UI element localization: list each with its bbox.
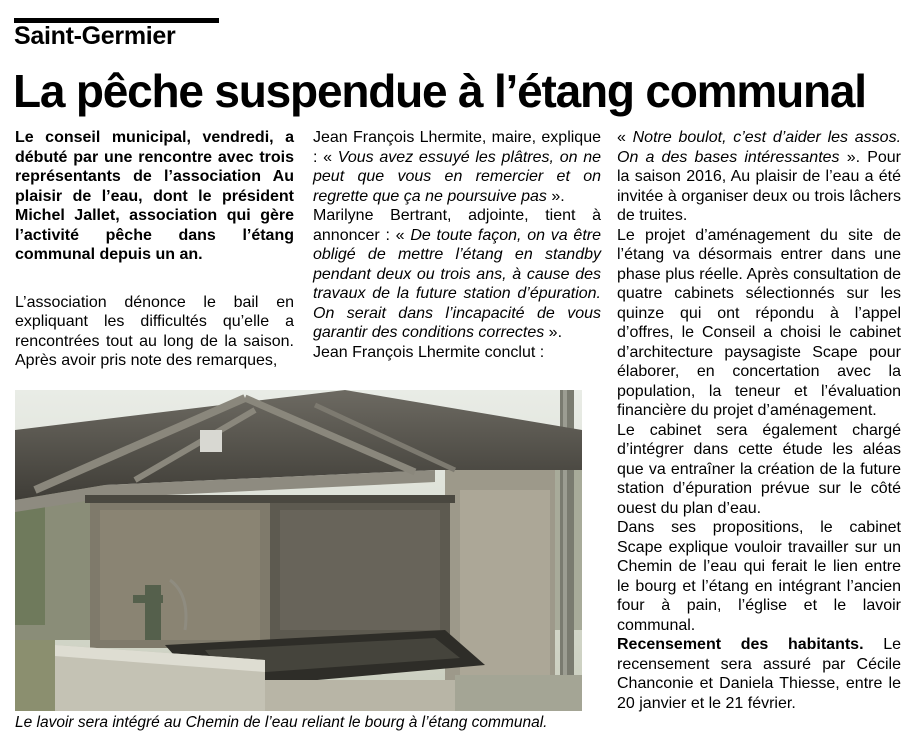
lavoir-photo [15, 390, 582, 711]
article-paragraph: Marilyne Bertrant, adjointe, tient à annoncer : « De toute façon, on va être obligé de mettre l’étang en standby pendant deux ou trois ans, à cause des travaux de la future station d’épuration. On serait dans l’incapacité de vous garantir des conditions correctes ». [313, 207, 601, 341]
article-column-2 [313, 128, 601, 362]
article-paragraph: « Notre boulot, c’est d’aider les assos. On a des bases intéressantes ». Pour la saison 2016, Au plaisir de l’eau a été invitée à organiser deux ou trois lâchers de truites. [617, 129, 902, 224]
article-column-1 [15, 128, 294, 371]
article-lead: Le conseil municipal, vendredi, a débuté par une rencontre avec trois représentants de l’association Au plaisir de l’eau, dont le président Michel Jallet, association qui gère l’activité pêche dans l’étang communal depuis un an. [15, 129, 294, 263]
article-paragraph: Le projet d’aménagement du site de l’étang va désormais entrer dans une phase plus réelle. Après consultation de quatre cabinets sélectionnés sur les quinze qui ont répondu à l’appel d’offres, le Conseil a choisi le cabinet d’architecture paysagiste Scape pour élaborer, en concertation avec la population, la teneur et l’évaluation financière du projet d’aménagement. [617, 226, 901, 419]
section-kicker: Saint-Germier [14, 18, 219, 51]
article-paragraph: Jean François Lhermite conclut : [313, 343, 545, 361]
article-paragraph: Jean François Lhermite, maire, explique : « Vous avez essuyé les plâtres, on ne peut que vous en remercier et on regrette que ça ne poursuive pas ». [313, 129, 602, 205]
article-column-3 [617, 128, 901, 713]
photo-caption: Le lavoir sera intégré au Chemin de l’eau reliant le bourg à l’étang communal. [15, 714, 548, 731]
article-paragraph: L’association dénonce le bail en expliquant les difficultés qu’elle a rencontrées tout au long de la saison. Après avoir pris note des remarques, [15, 293, 294, 369]
article-paragraph: Dans ses propositions, le cabinet Scape explique vouloir travailler sur un Chemin de l’eau qui ferait le lien entre le bourg et l’étang en intégrant l’ancien four à pain, l’église et le lavoir communal. [617, 519, 901, 634]
quote-text: Vous avez essuyé les plâtres, on ne peut que vous en remercier et on regrette que ça ne poursuive pas [313, 148, 602, 205]
subhead: Recensement des habitants. [617, 636, 864, 653]
article-headline: La pêche suspendue à l’étang communal [13, 65, 866, 117]
quote-text: De toute façon, on va être obligé de mettre l’étang en standby pendant deux ou trois ans, à cause des travaux de la future station d’épuration. On serait dans l’incapacité de vous garantir des conditions correctes [313, 226, 601, 341]
article-paragraph: Recensement des habitants. Le recensement sera assuré par Cécile Chanconie et Daniela Thiesse, entre le 20 janvier et le 21 février. [617, 636, 901, 712]
quote-text: Notre boulot, c’est d’aider les assos. On a des bases intéressantes [617, 129, 902, 166]
article-paragraph: Le cabinet sera également chargé d’intégrer dans cette étude les aléas que va entraîner la création de la future station d’épuration prévue sur le côté ouest du plan d’eau. [617, 421, 901, 517]
